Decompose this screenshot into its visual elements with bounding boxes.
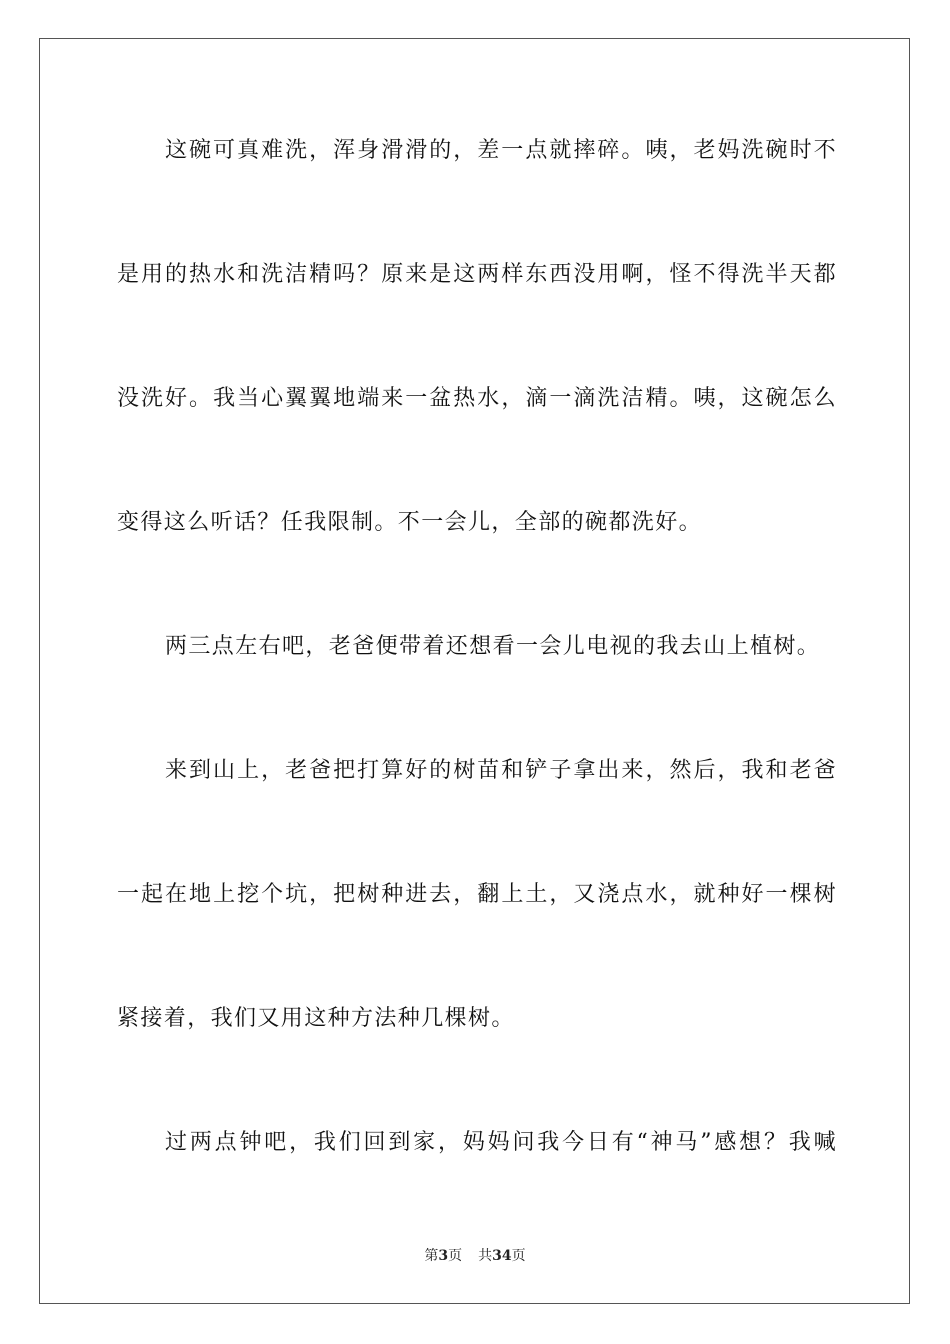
paragraph-1-line-2: 是用的热水和洗洁精吗？原来是这两样东西没用啊，怪不得洗半天都 (117, 262, 837, 287)
page-footer (0, 1247, 950, 1265)
paragraph-2-line-1: 两三点左右吧，老爸便带着还想看一会儿电视的我去山上植树。 (165, 634, 821, 659)
paragraph-1-line-4: 变得这么听话？任我限制。不一会儿，全部的碗都洗好。 (117, 510, 703, 535)
page-suffix: 页 (448, 1248, 463, 1264)
paragraph-3-line-1: 来到山上，老爸把打算好的树苗和铲子拿出来，然后，我和老爸 (165, 758, 837, 783)
paragraph-4-line-1: 过两点钟吧，我们回到家，妈妈问我今日有“神马”感想？我喊 (165, 1130, 837, 1155)
page-border (39, 38, 910, 1304)
total-pages: 34 (492, 1248, 512, 1264)
paragraph-3-line-2: 一起在地上挖个坑，把树种进去，翻上土，又浇点水，就种好一棵树 (117, 882, 837, 907)
total-prefix: 共 (478, 1248, 493, 1264)
page-prefix: 第 (424, 1248, 439, 1264)
page-number: 3 (438, 1248, 449, 1264)
paragraph-3-line-3: 紧接着，我们又用这种方法种几棵树。 (117, 1006, 515, 1031)
paragraph-1-line-1: 这碗可真难洗，浑身滑滑的，差一点就摔碎。咦，老妈洗碗时不 (165, 138, 837, 163)
paragraph-1-line-3: 没洗好。我当心翼翼地端来一盆热水，滴一滴洗洁精。咦，这碗怎么 (117, 386, 837, 411)
total-suffix: 页 (511, 1248, 526, 1264)
